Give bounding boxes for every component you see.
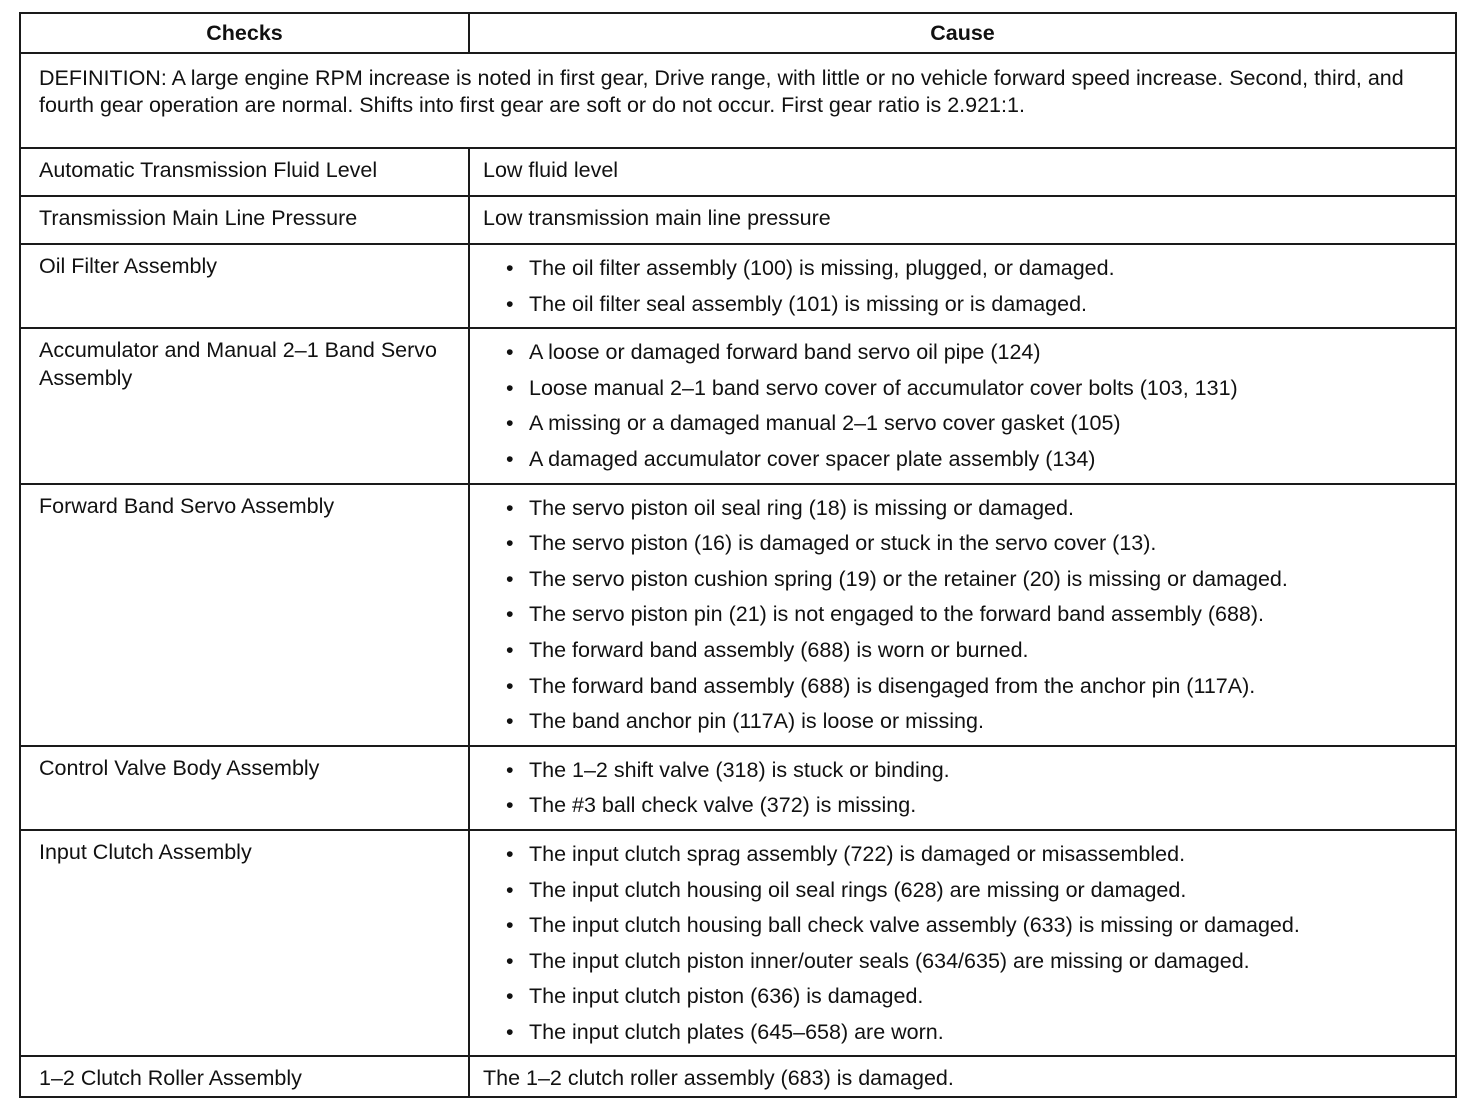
- header-cause: Cause: [469, 13, 1456, 53]
- cause-cell: [469, 746, 1456, 830]
- diagnostic-table: [19, 12, 1457, 1098]
- list-item: • The band anchor pin (117A) is loose or missing.: [483, 704, 1445, 740]
- cause-cell: Low fluid level: [469, 148, 1456, 196]
- check-cell: Forward Band Servo Assembly: [20, 484, 469, 746]
- cause-list: [483, 491, 1445, 740]
- list-item: • The servo piston oil seal ring (18) is missing or damaged.: [483, 491, 1445, 527]
- cause-list: [483, 753, 1445, 824]
- definition-row: [20, 53, 1456, 148]
- table-row: [20, 1056, 1456, 1097]
- list-item: • The forward band assembly (688) is worn or burned.: [483, 633, 1445, 669]
- check-cell: Automatic Transmission Fluid Level: [20, 148, 469, 196]
- cause-cell: [469, 484, 1456, 746]
- check-cell: 1–2 Clutch Roller Assembly: [20, 1056, 469, 1097]
- list-item: • A damaged accumulator cover spacer plate assembly (134): [483, 442, 1445, 478]
- cause-cell: The 1–2 clutch roller assembly (683) is damaged.: [469, 1056, 1456, 1097]
- list-item: • The forward band assembly (688) is disengaged from the anchor pin (117A).: [483, 669, 1445, 705]
- table-row: [20, 830, 1456, 1057]
- list-item: • The servo piston cushion spring (19) or the retainer (20) is missing or damaged.: [483, 562, 1445, 598]
- cause-cell: [469, 328, 1456, 483]
- list-item: • The oil filter assembly (100) is missing, plugged, or damaged.: [483, 251, 1445, 287]
- cause-list: [483, 837, 1445, 1051]
- list-item: • The input clutch housing oil seal rings (628) are missing or damaged.: [483, 873, 1445, 909]
- table-row: [20, 148, 1456, 196]
- table-row: [20, 746, 1456, 830]
- check-cell: Accumulator and Manual 2–1 Band Servo Assembly: [20, 328, 469, 483]
- cause-cell: [469, 244, 1456, 328]
- check-cell: Control Valve Body Assembly: [20, 746, 469, 830]
- header-row: [20, 13, 1456, 53]
- list-item: • The oil filter seal assembly (101) is missing or is damaged.: [483, 287, 1445, 323]
- list-item: • The input clutch plates (645–658) are worn.: [483, 1015, 1445, 1051]
- list-item: • The input clutch piston inner/outer seals (634/635) are missing or damaged.: [483, 944, 1445, 980]
- definition-text: DEFINITION: A large engine RPM increase is noted in first gear, Drive range, with little or no vehicle forward speed increase. Second, third, and fourth gear operation are normal. Shifts into first gear are soft or do not occur. First gear ratio is 2.921:1.: [20, 53, 1456, 148]
- list-item: • The input clutch sprag assembly (722) is damaged or misassembled.: [483, 837, 1445, 873]
- list-item: • The servo piston (16) is damaged or stuck in the servo cover (13).: [483, 526, 1445, 562]
- table-row: [20, 484, 1456, 746]
- cause-cell: [469, 830, 1456, 1057]
- cause-list: [483, 251, 1445, 322]
- list-item: • The #3 ball check valve (372) is missing.: [483, 788, 1445, 824]
- list-item: • The servo piston pin (21) is not engaged to the forward band assembly (688).: [483, 597, 1445, 633]
- list-item: • Loose manual 2–1 band servo cover of accumulator cover bolts (103, 131): [483, 371, 1445, 407]
- check-cell: Oil Filter Assembly: [20, 244, 469, 328]
- list-item: • The 1–2 shift valve (318) is stuck or binding.: [483, 753, 1445, 789]
- cause-list: [483, 335, 1445, 477]
- check-cell: Transmission Main Line Pressure: [20, 196, 469, 244]
- list-item: • A loose or damaged forward band servo oil pipe (124): [483, 335, 1445, 371]
- table-row: [20, 328, 1456, 483]
- list-item: • The input clutch housing ball check valve assembly (633) is missing or damaged.: [483, 908, 1445, 944]
- table-row: [20, 196, 1456, 244]
- cause-cell: Low transmission main line pressure: [469, 196, 1456, 244]
- header-checks: Checks: [20, 13, 469, 53]
- table-row: [20, 244, 1456, 328]
- list-item: • A missing or a damaged manual 2–1 servo cover gasket (105): [483, 406, 1445, 442]
- check-cell: Input Clutch Assembly: [20, 830, 469, 1057]
- list-item: • The input clutch piston (636) is damaged.: [483, 979, 1445, 1015]
